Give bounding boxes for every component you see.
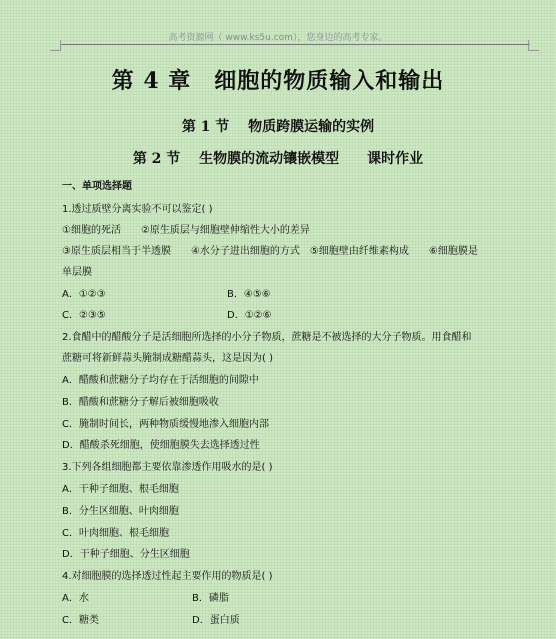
q4-option-b: B．磷脂: [192, 593, 229, 604]
q2-option-c: C．腌制时间长，两种物质缓慢地渗入细胞内部: [62, 419, 269, 430]
q2-stem-line2: 蔗糖可将新鲜蒜头腌制成糖醋蒜头，这是因为( ): [62, 353, 273, 364]
q2-option-d: D．醋酸杀死细胞，使细胞膜失去选择透过性: [62, 440, 260, 451]
margin-corner-mark: [528, 40, 539, 51]
chapter-title: 第 4 章 细胞的物质输入和输出: [111, 68, 445, 94]
q4-stem: 4.对细胞膜的选择透过性起主要作用的物质是( ): [62, 571, 273, 582]
section-1-title: 第 1 节 物质跨膜运输的实例: [181, 119, 375, 135]
q3-stem: 3.下列各组细胞都主要依靠渗透作用吸水的是( ): [62, 462, 273, 473]
q1-items-line3: 单层膜: [62, 267, 92, 278]
q2-stem-line1: 2.食醋中的醋酸分子是活细胞所选择的小分子物质，蔗糖是不被选择的大分子物质。用食醋和: [62, 332, 472, 343]
q1-option-c: C．②③⑤: [62, 310, 106, 321]
q3-option-c: C．叶肉细胞、根毛细胞: [62, 528, 169, 539]
section-2-title: 第 2 节 生物膜的流动镶嵌模型 课时作业: [132, 151, 424, 167]
q1-option-b: B．④⑤⑥: [227, 289, 271, 300]
q1-option-d: D．①②⑥: [227, 310, 272, 321]
q4-option-a: A．水: [62, 593, 89, 604]
q4-option-c: C．糖类: [62, 615, 99, 626]
q1-items-line1: ①细胞的死活 ②原生质层与细胞壁伸缩性大小的差异: [62, 225, 310, 236]
q1-option-a: A．①②③: [62, 289, 106, 300]
q2-option-a: A．醋酸和蔗糖分子均存在于活细胞的间隙中: [62, 375, 259, 386]
q3-option-a: A．干种子细胞、根毛细胞: [62, 484, 179, 495]
q4-option-d: D．蛋白质: [192, 615, 240, 626]
header-rule: [60, 44, 530, 45]
q1-stem: 1.透过质壁分离实验不可以鉴定( ): [62, 204, 213, 215]
q2-option-b: B．醋酸和蔗糖分子解后被细胞吸收: [62, 397, 219, 408]
section-heading: 一、单项选择题: [62, 181, 132, 192]
q3-option-b: B．分生区细胞、叶肉细胞: [62, 506, 179, 517]
q3-option-d: D．干种子细胞、分生区细胞: [62, 549, 190, 560]
margin-corner-mark: [50, 40, 61, 51]
q1-items-line2: ③原生质层相当于半透膜 ④水分子进出细胞的方式 ⑤细胞壁由纤维素构成 ⑥细胞膜是: [62, 246, 478, 257]
header-site-text: 高考资源网（ www.ks5u.com），您身边的高考专家。: [168, 33, 388, 43]
